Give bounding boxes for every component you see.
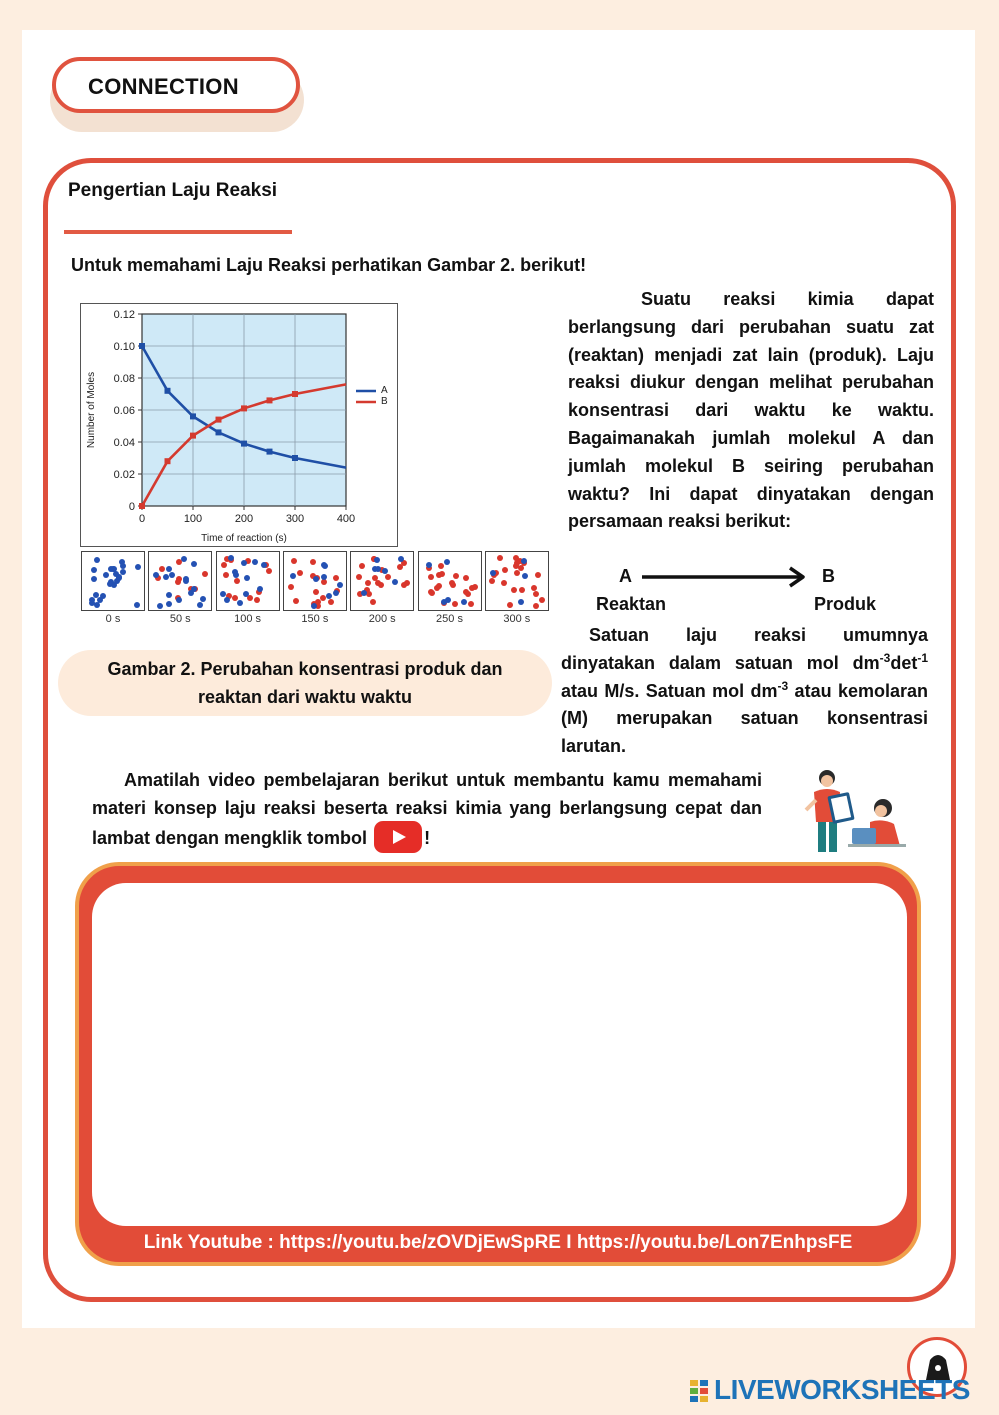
y-tick-label: 0.02 xyxy=(113,469,135,481)
molecule-b xyxy=(254,597,260,603)
molecule-a xyxy=(261,562,267,568)
molecule-a xyxy=(322,563,328,569)
molecule-b xyxy=(507,602,513,608)
x-tick-label: 200 xyxy=(234,513,254,525)
molecule-snapshot xyxy=(148,551,212,629)
molecule-b xyxy=(359,563,365,569)
molecule-a xyxy=(191,561,197,567)
y-tick-label: 0.08 xyxy=(113,373,135,385)
molecule-b xyxy=(518,565,524,571)
figure-caption xyxy=(58,650,552,716)
data-point-A xyxy=(267,449,273,455)
molecule-a xyxy=(313,576,319,582)
molecule-b xyxy=(535,572,541,578)
snapshot-time-label: 150 s xyxy=(301,613,329,625)
molecule-b xyxy=(489,578,495,584)
y-tick-label: 0.06 xyxy=(113,405,135,417)
molecule-a xyxy=(91,576,97,582)
reactant-label: Reaktan xyxy=(596,594,667,614)
data-point-B xyxy=(165,458,171,464)
molecule-b xyxy=(465,591,471,597)
video-player-area[interactable] xyxy=(92,883,907,1226)
molecule-a xyxy=(445,597,451,603)
molecule-b xyxy=(297,570,303,576)
molecule-b xyxy=(234,578,240,584)
title-underline xyxy=(64,230,292,234)
units-sup-2: -1 xyxy=(917,650,928,665)
molecule-b xyxy=(356,574,362,580)
molecule-a xyxy=(176,597,182,603)
units-text-4: atau kemolaran (M) merupakan satuan konsentrasi larutan. xyxy=(561,680,928,757)
data-point-B xyxy=(190,433,196,439)
youtube-play-button[interactable] xyxy=(374,821,422,853)
molecule-a xyxy=(166,592,172,598)
video-instruction xyxy=(92,767,762,855)
molecule-a xyxy=(522,573,528,579)
molecule-b xyxy=(519,587,525,593)
molecule-box xyxy=(81,551,145,611)
y-tick-label: 0.12 xyxy=(113,309,135,321)
molecule-box xyxy=(350,551,414,611)
molecule-b xyxy=(539,597,545,603)
x-axis-label: Time of reaction (s) xyxy=(201,533,287,544)
molecule-b xyxy=(501,580,507,586)
snapshot-time-label: 250 s xyxy=(436,613,463,625)
molecule-b xyxy=(533,591,539,597)
molecule-snapshot xyxy=(216,551,280,629)
molecule-box xyxy=(148,551,212,611)
molecule-b xyxy=(288,584,294,590)
molecule-a xyxy=(183,578,189,584)
x-tick-label: 300 xyxy=(285,513,305,525)
y-axis-label: Number of Moles xyxy=(86,371,97,449)
molecule-a xyxy=(91,567,97,573)
molecule-b xyxy=(176,576,182,582)
molecule-a xyxy=(241,560,247,566)
molecule-b xyxy=(378,582,384,588)
molecule-a xyxy=(166,601,172,607)
molecule-b xyxy=(223,572,229,578)
molecule-snapshot xyxy=(350,551,414,629)
units-text-1: Satuan laju reaksi umumnya dinyatakan dalam satuan mol dm xyxy=(561,625,928,673)
y-tick-label: 0.10 xyxy=(113,341,135,353)
molecule-a xyxy=(97,597,103,603)
product-label: Produk xyxy=(814,594,877,614)
molecule-a xyxy=(135,564,141,570)
molecule-a xyxy=(518,599,524,605)
molecule-a xyxy=(153,572,159,578)
moles-vs-time-chart xyxy=(80,303,398,547)
molecule-a xyxy=(321,574,327,580)
units-text-3: atau M/s. Satuan mol dm xyxy=(561,680,778,701)
section-title: Pengertian Laju Reaksi xyxy=(68,180,278,201)
data-point-B xyxy=(139,503,145,509)
snapshot-time-label: 300 s xyxy=(503,613,531,625)
molecule-b xyxy=(452,601,458,607)
molecule-b xyxy=(313,589,319,595)
molecule-a xyxy=(252,559,258,565)
molecule-a xyxy=(426,562,432,568)
molecule-b xyxy=(468,601,474,607)
molecule-box xyxy=(418,551,482,611)
video-instruction-text: Amatilah video pembelajaran berikut untuk membantu kamu memahami materi konsep laju reaksi beserta reaksi kimia yang berlangsung cepat dan lambat dengan mengklik tombol xyxy=(92,770,762,848)
molecule-snapshot xyxy=(283,551,347,629)
molecule-a xyxy=(337,582,343,588)
molecule-a xyxy=(374,557,380,563)
molecule-a xyxy=(333,590,339,596)
molecule-b xyxy=(370,599,376,605)
molecule-a xyxy=(200,596,206,602)
youtube-links[interactable]: Link Youtube : https://youtu.be/zOVDjEwSpRE I https://youtu.be/Lon7EnhpsFE xyxy=(143,1232,853,1253)
molecule-b xyxy=(463,575,469,581)
molecule-b xyxy=(365,580,371,586)
molecule-a xyxy=(233,572,239,578)
molecule-b xyxy=(366,591,372,597)
data-point-A xyxy=(216,429,222,435)
molecule-snapshot xyxy=(485,551,549,629)
molecule-b xyxy=(511,587,517,593)
molecule-b xyxy=(202,571,208,577)
molecule-a xyxy=(461,599,467,605)
molecule-b xyxy=(428,574,434,580)
reactant-symbol: A xyxy=(619,566,632,586)
liveworksheets-brand[interactable]: LIVEWORKSHEETS xyxy=(714,1374,970,1405)
molecule-a xyxy=(290,573,296,579)
data-point-B xyxy=(216,417,222,423)
data-point-A xyxy=(241,441,247,447)
intro-text: Untuk memahami Laju Reaksi perhatikan Gambar 2. berikut! xyxy=(71,255,587,275)
molecule-a xyxy=(224,597,230,603)
video-instruction-end: ! xyxy=(424,827,431,848)
molecule-a xyxy=(110,566,116,572)
molecule-b xyxy=(533,603,539,609)
product-symbol: B xyxy=(822,566,835,586)
molecule-a xyxy=(89,600,95,606)
molecule-a xyxy=(257,586,263,592)
molecule-a xyxy=(521,558,527,564)
molecule-b xyxy=(291,558,297,564)
data-point-B xyxy=(241,405,247,411)
data-point-A xyxy=(292,455,298,461)
molecule-box xyxy=(216,551,280,611)
x-tick-label: 400 xyxy=(336,513,356,525)
molecule-a xyxy=(361,590,367,596)
molecule-a xyxy=(163,574,169,580)
legend-label-A: A xyxy=(381,385,388,396)
molecule-b xyxy=(438,563,444,569)
molecule-b xyxy=(502,567,508,573)
data-point-A xyxy=(165,388,171,394)
molecule-box xyxy=(485,551,549,611)
molecule-a xyxy=(134,602,140,608)
molecule-a xyxy=(157,603,163,609)
connection-label: CONNECTION xyxy=(88,74,239,99)
data-point-B xyxy=(267,397,273,403)
molecule-b xyxy=(310,559,316,565)
data-point-B xyxy=(292,391,298,397)
molecule-b xyxy=(497,555,503,561)
molecule-b xyxy=(221,562,227,568)
data-point-A xyxy=(190,413,196,419)
y-tick-label: 0.04 xyxy=(113,437,135,449)
caption-line-2: reaktan dari waktu waktu xyxy=(197,687,413,707)
molecule-b xyxy=(232,595,238,601)
molecule-box xyxy=(283,551,347,611)
molecule-a xyxy=(444,559,450,565)
x-tick-label: 0 xyxy=(138,513,146,525)
molecule-b xyxy=(453,573,459,579)
molecule-a xyxy=(392,579,398,585)
molecule-a xyxy=(326,593,332,599)
molecule-a xyxy=(490,570,496,576)
units-sup-3: -3 xyxy=(777,678,789,693)
molecule-b xyxy=(472,584,478,590)
snapshot-time-label: 200 s xyxy=(368,613,396,625)
molecule-b xyxy=(531,585,537,591)
molecule-b xyxy=(266,568,272,574)
molecule-a xyxy=(311,603,317,609)
molecule-a xyxy=(103,572,109,578)
molecule-b xyxy=(401,582,407,588)
molecule-a xyxy=(197,602,203,608)
molecule-a xyxy=(243,591,249,597)
legend-label-B: B xyxy=(381,396,388,407)
reaction-arrow-icon xyxy=(640,565,810,589)
snapshot-time-label: 0 s xyxy=(105,613,121,625)
molecule-b xyxy=(328,599,334,605)
molecule-b xyxy=(513,555,519,561)
explanation-paragraph: Suatu reaksi kimia dapat berlangsung dari perubahan suatu zat (reaktan) menjadi zat lain (produk). Laju reaksi diukur dengan melihat perubahan konsentrasi dari waktu ke waktu. Bagaimanakah jumlah molekul A dan jumlah molekul B seiring perubahan waktu? Ini dapat dinyatakan dengan persamaan reaksi berikut: xyxy=(568,289,934,532)
teacher-student-illustration xyxy=(786,766,910,858)
molecule-snapshot xyxy=(81,551,145,629)
molecule-b xyxy=(333,575,339,581)
molecule-a xyxy=(244,575,250,581)
x-tick-label: 100 xyxy=(183,513,203,525)
molecule-a xyxy=(181,556,187,562)
molecule-b xyxy=(159,566,165,572)
molecule-a xyxy=(188,590,194,596)
units-sup-1: -3 xyxy=(879,650,891,665)
molecule-a xyxy=(94,557,100,563)
molecule-a xyxy=(120,563,126,569)
molecule-b xyxy=(436,583,442,589)
units-text-2: det xyxy=(890,652,918,673)
molecule-b xyxy=(320,595,326,601)
molecule-b xyxy=(439,571,445,577)
molecule-b xyxy=(385,574,391,580)
molecule-snapshot xyxy=(418,551,482,629)
snapshot-time-label: 100 s xyxy=(234,613,262,625)
molecule-a xyxy=(237,600,243,606)
units-paragraph xyxy=(561,622,928,761)
y-tick-label: 0 xyxy=(128,501,135,513)
molecule-a xyxy=(169,572,175,578)
molecule-snapshots xyxy=(81,551,551,629)
snapshot-time-label: 50 s xyxy=(169,613,191,625)
caption-line-1: Gambar 2. Perubahan konsentrasi produk dan xyxy=(107,659,503,679)
molecule-b xyxy=(293,598,299,604)
liveworksheets-logo-icon xyxy=(690,1380,710,1402)
data-point-A xyxy=(139,343,145,349)
